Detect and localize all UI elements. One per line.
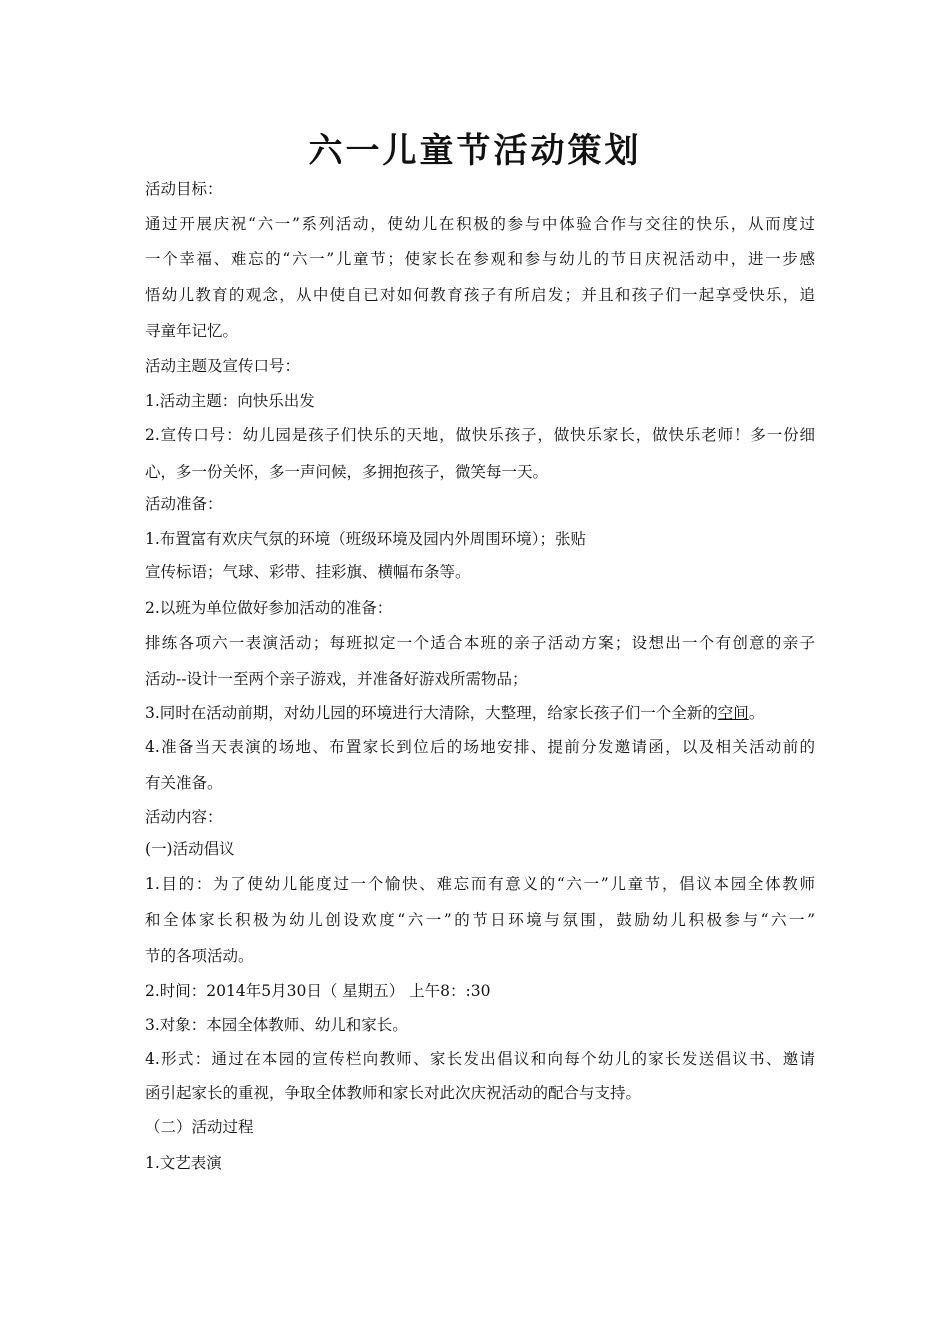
list-item: 1.布置富有欢庆气氛的环境（班级环境及园内外周围环境）；张贴	[145, 530, 587, 548]
list-item: 2.时间：2014年5月30日（ 星期五） 上午8：:30	[145, 982, 491, 1000]
document-title: 六一儿童节活动策划	[308, 131, 642, 171]
paragraph-line: 悟幼儿教育的观念，从中使自已对如何教育孩子有所启发；并且和孩子们一起享受快乐，追	[145, 286, 815, 304]
paragraph-line: 节的各项活动。	[145, 947, 254, 965]
paragraph-line: 寻童年记忆。	[145, 322, 239, 340]
list-item	[145, 703, 815, 723]
list-item: 1.文艺表演	[145, 1154, 222, 1172]
line-text: 3.同时在活动前期，对幼儿园的环境进行大清除，大整理，给家长孩子们一个全新的	[145, 704, 718, 722]
subsection-heading: (一)活动倡议	[145, 840, 235, 858]
list-item: 4.形式：通过在本园的宣传栏向教师、家长发出倡议和向每个幼儿的家长发送倡议书、邀请	[145, 1050, 815, 1068]
section-heading-content: 活动内容：	[145, 808, 223, 826]
list-item: 3.对象：本园全体教师、幼儿和家长。	[145, 1016, 408, 1034]
paragraph-line: 一个幸福、难忘的“六一”儿童节；使家长在参观和参与幼儿的节日庆祝活动中，进一步感	[145, 250, 815, 268]
underlined-word: 空间	[717, 704, 749, 722]
section-heading-theme: 活动主题及宣传口号：	[145, 357, 301, 375]
paragraph-line: 有关准备。	[145, 774, 223, 792]
list-item: 2.以班为单位做好参加活动的准备：	[145, 599, 393, 617]
paragraph-line: 宣传标语；气球、彩带、挂彩旗、横幅布条等。	[145, 563, 471, 581]
paragraph-line: 通过开展庆祝“六一”系列活动，使幼儿在积极的参与中体验合作与交往的快乐，从而度过	[145, 215, 815, 233]
list-item: 4.准备当天表演的场地、布置家长到位后的场地安排、提前分发邀请函，以及相关活动前的	[145, 738, 815, 756]
paragraph-line: 函引起家长的重视，争取全体教师和家长对此次庆祝活动的配合与支持。	[145, 1084, 642, 1102]
paragraph-line: 排练各项六一表演活动；每班拟定一个适合本班的亲子活动方案；设想出一个有创意的亲子	[145, 634, 815, 652]
section-heading-goal: 活动目标：	[145, 180, 223, 198]
line-end-punct: 。	[748, 704, 765, 722]
list-item: 1.活动主题：向快乐出发	[145, 392, 315, 410]
paragraph-line: 活动--设计一至两个亲子游戏，并准备好游戏所需物品；	[145, 670, 528, 688]
section-heading-preparation: 活动准备：	[145, 495, 223, 513]
paragraph-line: 和全体家长积极为幼儿创设欢度“六一”的节日环境与氛围，鼓励幼儿积极参与“六一”	[145, 911, 815, 929]
subsection-heading: （二）活动过程	[145, 1118, 254, 1136]
paragraph-line: 心，多一份关怀，多一声问候，多拥抱孩子，微笑每一天。	[145, 463, 549, 481]
list-item: 1.目的：为了使幼儿能度过一个愉快、难忘而有意义的“六一”儿童节，倡议本园全体教师	[145, 875, 815, 893]
list-item: 2.宣传口号：幼儿园是孩子们快乐的天地，做快乐孩子，做快乐家长，做快乐老师！多一份细	[145, 426, 815, 444]
